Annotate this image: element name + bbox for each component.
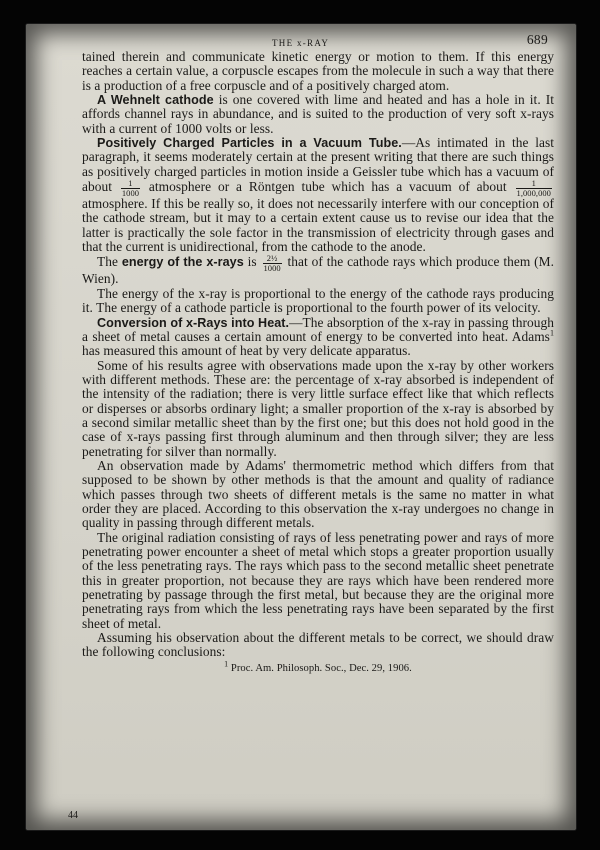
paragraph-energy-proportional: The energy of the x-ray is proportional to the energy of the cathode rays producing it. The energy of a cathode particle is proportional to the fourth power of its velocity. [82,285,554,316]
fraction-rontgen-vacuum [516,179,552,197]
paragraph-observation: An observation made by Adams' thermometric method which differs from that supposed to be shown by other methods is that the amount and quality of radiance which passes through two sheets of different metals is the same no matter in what order they are placed. According to this observation the x-ray undergoes no change in quality in passing through different metals. [82,457,554,531]
paragraph-results: Some of his results agree with observations made upon the x-ray by other workers with different methods. These are: the percentage of x-ray absorbed is independent of the intensity of the radiation; there is very little surface effect like that which reflects or disperses or absorbs ordinary light; a smaller proportion of the x-ray is absorbed by a second similar metallic sheet than by the first one; but this does not hold good in the case of x-rays passing first through aluminum and then through silver; they are less penetrating for silver than normally. [82,357,554,459]
page-number: 689 [526,32,548,47]
fraction-numerator: 1 [516,179,552,189]
fraction-numerator: 2½ [263,254,282,264]
fraction-energy-ratio [263,254,282,272]
paragraph-1: tained therein and communicate kinetic energy or motion to them. If this energy reaches a certain value, a corpuscle escapes from the molecule in such a way that there is a production of a free corpuscle and of a positively charged atom. [82,49,554,93]
paragraph-positive-particles-a: —As intimated in the last paragraph, it seems moderately certain at the present writing that there are such things as positively charged particles in motion inside a Geissler tube which has a vacuum of about [82,135,554,195]
fraction-denominator: 1000 [263,262,281,273]
book-page [26,24,576,830]
fraction-denominator: 1000 [121,187,140,198]
paragraph-positive-particles [82,136,554,254]
fraction-numerator: 1 [121,179,140,189]
paragraph-conversion [82,316,554,359]
term-energy-of-x-rays: energy of the x-rays [121,255,244,270]
page-content [82,32,554,675]
paragraph-wehnelt [82,93,554,136]
paragraph-energy-c: that of the cathode rays which produce them (M. Wien). [82,254,555,287]
paragraph-energy-a: The [97,254,122,270]
paragraph-wehnelt-text: is one covered with lime and heated and has a hole in it. It affords channel rays in abundance, and is suited to the production of very soft x-rays with a current of 1000 volts or less. [82,92,554,136]
fraction-denominator: 1,000,000 [516,187,551,198]
paragraph-conclusions: Assuming his observation about the different metals to be correct, we should draw the following conclusions: [82,630,554,660]
running-title: THE x-RAY [272,38,330,48]
paragraph-positive-particles-b: atmosphere or a Röntgen tube which has a vacuum of about [142,179,514,195]
running-header [82,32,554,50]
heading-conversion-into-heat: Conversion of x-Rays into Heat. [97,315,290,330]
paragraph-conversion-b: has measured this amount of heat by very delicate apparatus. [82,343,411,359]
paragraph-positive-particles-c: atmosphere. If this be really so, it does not necessarily interfere with our conception of the cathode stream, but it may to a certain extent cause us to revise our idea that the latter is practically the sole factor in the transmission of electricity through gases and that the current is unidirectional, from the cathode to the anode. [82,196,554,255]
paragraph-conversion-a: —The absorption of the x-ray in passing through a sheet of metal causes a certain amount of energy to be converted into heat. Adams [82,314,554,344]
footnote-text: Proc. Am. Philosoph. Soc., Dec. 29, 1906. [228,662,412,674]
heading-positive-particles: Positively Charged Particles in a Vacuum Tube. [97,136,402,151]
footnote-reference: 1 [549,328,554,338]
fraction-geissler-vacuum [121,179,140,197]
paragraph-energy [82,254,554,286]
footnote [82,659,554,675]
footnote-marker: 1 [224,659,229,669]
paragraph-energy-b: is [243,254,261,270]
paragraph-original-radiation: The original radiation consisting of rays of less penetrating power and rays of more penetrating power encounter a sheet of metal which stops a greater proportion usually of the less penetrating rays. The rays which pass to the second metallic sheet penetrate this in greater proportion, not because they are rays which have been rendered more penetrating by passage through the first metal, but because they are the original more penetrating rays from which the less penetrating rays have been separated by the first sheet of metal. [82,529,554,631]
signature-mark: 44 [68,810,78,821]
term-wehnelt-cathode: A Wehnelt cathode [97,93,214,108]
